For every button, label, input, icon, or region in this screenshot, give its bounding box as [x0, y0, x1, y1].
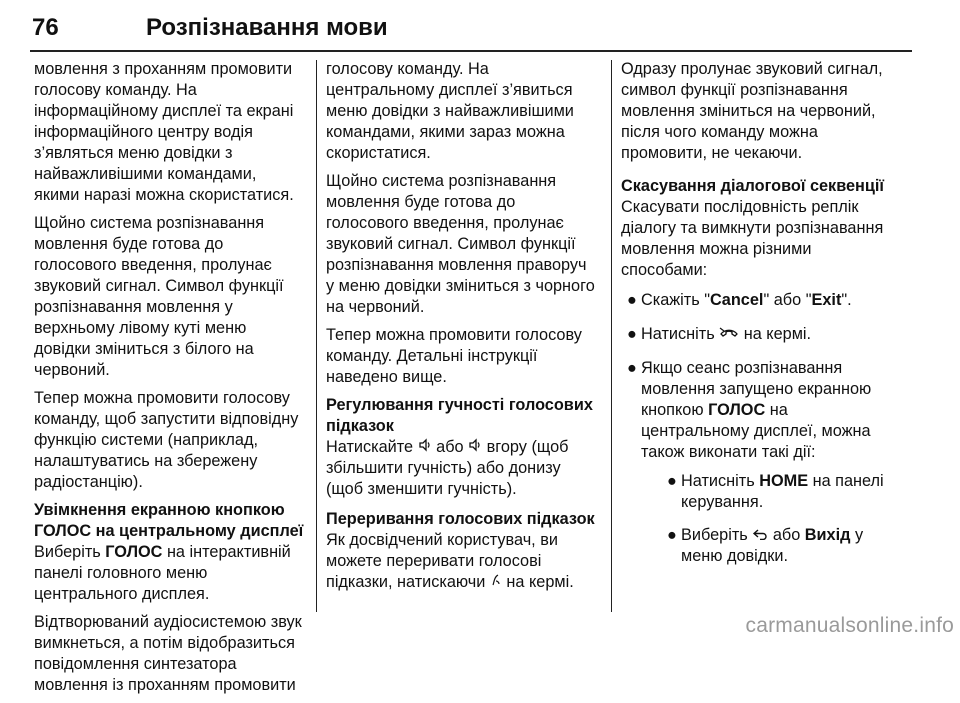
paragraph: мовлення з проханням промовити голосову команду. На інформаційному дисплеї та екрані інформаційного центру водія з’являться меню довідки з найважливішими командами, якими наразі можна скористатися.: [34, 60, 294, 204]
volume-icon: [468, 437, 482, 458]
paragraph: Щойно система розпізнавання мовлення буде готова до голосового введення, пролунає звуковий сигнал. Символ функції розпізнавання мовлення у верхньому лівому куті меню довідки зміниться з білого на червоний.: [34, 214, 284, 379]
page-header: [30, 10, 930, 52]
page-number: 76: [32, 14, 59, 41]
bullet-icon: ●: [667, 472, 677, 490]
paragraph: голосову команду. На центральному дисплеї з’явиться меню довідки з найважливішими командами, якими зараз можна скористатися.: [326, 60, 574, 162]
subheading: Увімкнення екранною кнопкою ГОЛОС на центральному дисплеї: [34, 501, 304, 540]
bullet-icon: ●: [627, 291, 637, 309]
section-title: Розпізнавання мови: [146, 14, 388, 41]
subheading: Регулювання гучності голосових підказок: [326, 396, 593, 435]
paragraph: Тепер можна промовити голосову команду. Детальні інструкції наведено вище.: [326, 326, 582, 386]
back-arrow-icon: [752, 525, 768, 546]
bullet-icon: ●: [627, 359, 637, 377]
column-1: [34, 59, 309, 703]
subheading: Скасування діалогової секвенції: [621, 177, 885, 195]
column-divider: [316, 60, 317, 612]
paragraph: Натискайте або вгору (щоб збільшити гучність) або донизу (щоб зменшити гучність).: [326, 438, 569, 498]
column-divider: [611, 60, 612, 612]
subheading: Переривання голосових підказок: [326, 510, 595, 528]
paragraph: Одразу пролунає звуковий сигнал, символ функції розпізнавання мовлення зміниться на червоний, після чого команду можна промовити, не чекаючи.: [621, 60, 883, 162]
volume-icon: [418, 437, 432, 458]
column-2: [326, 59, 606, 600]
list-item: ● Скажіть "Cancel" або "Exit".: [627, 291, 852, 309]
paragraph: Щойно система розпізнавання мовлення буде готова до голосового введення, пролунає звуковий сигнал. Символ функції розпізнавання мовлення праворуч у меню довідки зміниться з чорного на червоний.: [326, 172, 595, 316]
sub-list: [641, 471, 913, 567]
paragraph: Відтворюваний аудіосистемою звук вимкнеться, а потім відобразиться повідомлення синтезатора мовлення із проханням промовити: [34, 613, 302, 694]
paragraph: Тепер можна промовити голосову команду, щоб запустити відповідну функцію системи (наприклад, налаштуватись на збережену радіостанцію).: [34, 389, 299, 491]
list-item: ● Натисніть HOME на панелі керування.: [667, 472, 884, 511]
voice-icon: [490, 572, 502, 593]
list-item: ● Виберіть або Вихід у меню довідки.: [667, 526, 864, 565]
bullet-icon: ●: [667, 526, 677, 544]
list-item: ● Натисніть на кермі.: [627, 325, 812, 343]
watermark: carmanualsonline.info: [745, 614, 954, 637]
list-item: ● Якщо сеанс розпізнавання мовлення запущено екранною кнопкою ГОЛОС на центральному дисплеї, можна також виконати такі дії: ● Натисніть HOME на панелі керування. ● Виберіть або Вихід у меню довідки.: [621, 358, 913, 567]
header-rule: [30, 50, 912, 52]
bullet-list: [621, 290, 913, 567]
column-3: [621, 59, 913, 575]
paragraph: Виберіть ГОЛОС на інтерактивній панелі головного меню центрального дисплея.: [34, 543, 291, 603]
bullet-icon: ●: [627, 325, 637, 343]
paragraph: Як досвідчений користувач, ви можете переривати голосові підказки, натискаючи на кермі.: [326, 531, 574, 591]
end-call-icon: [719, 324, 739, 345]
paragraph: Скасувати послідовність реплік діалогу та вимкнути розпізнавання мовлення можна різними способами:: [621, 198, 884, 279]
